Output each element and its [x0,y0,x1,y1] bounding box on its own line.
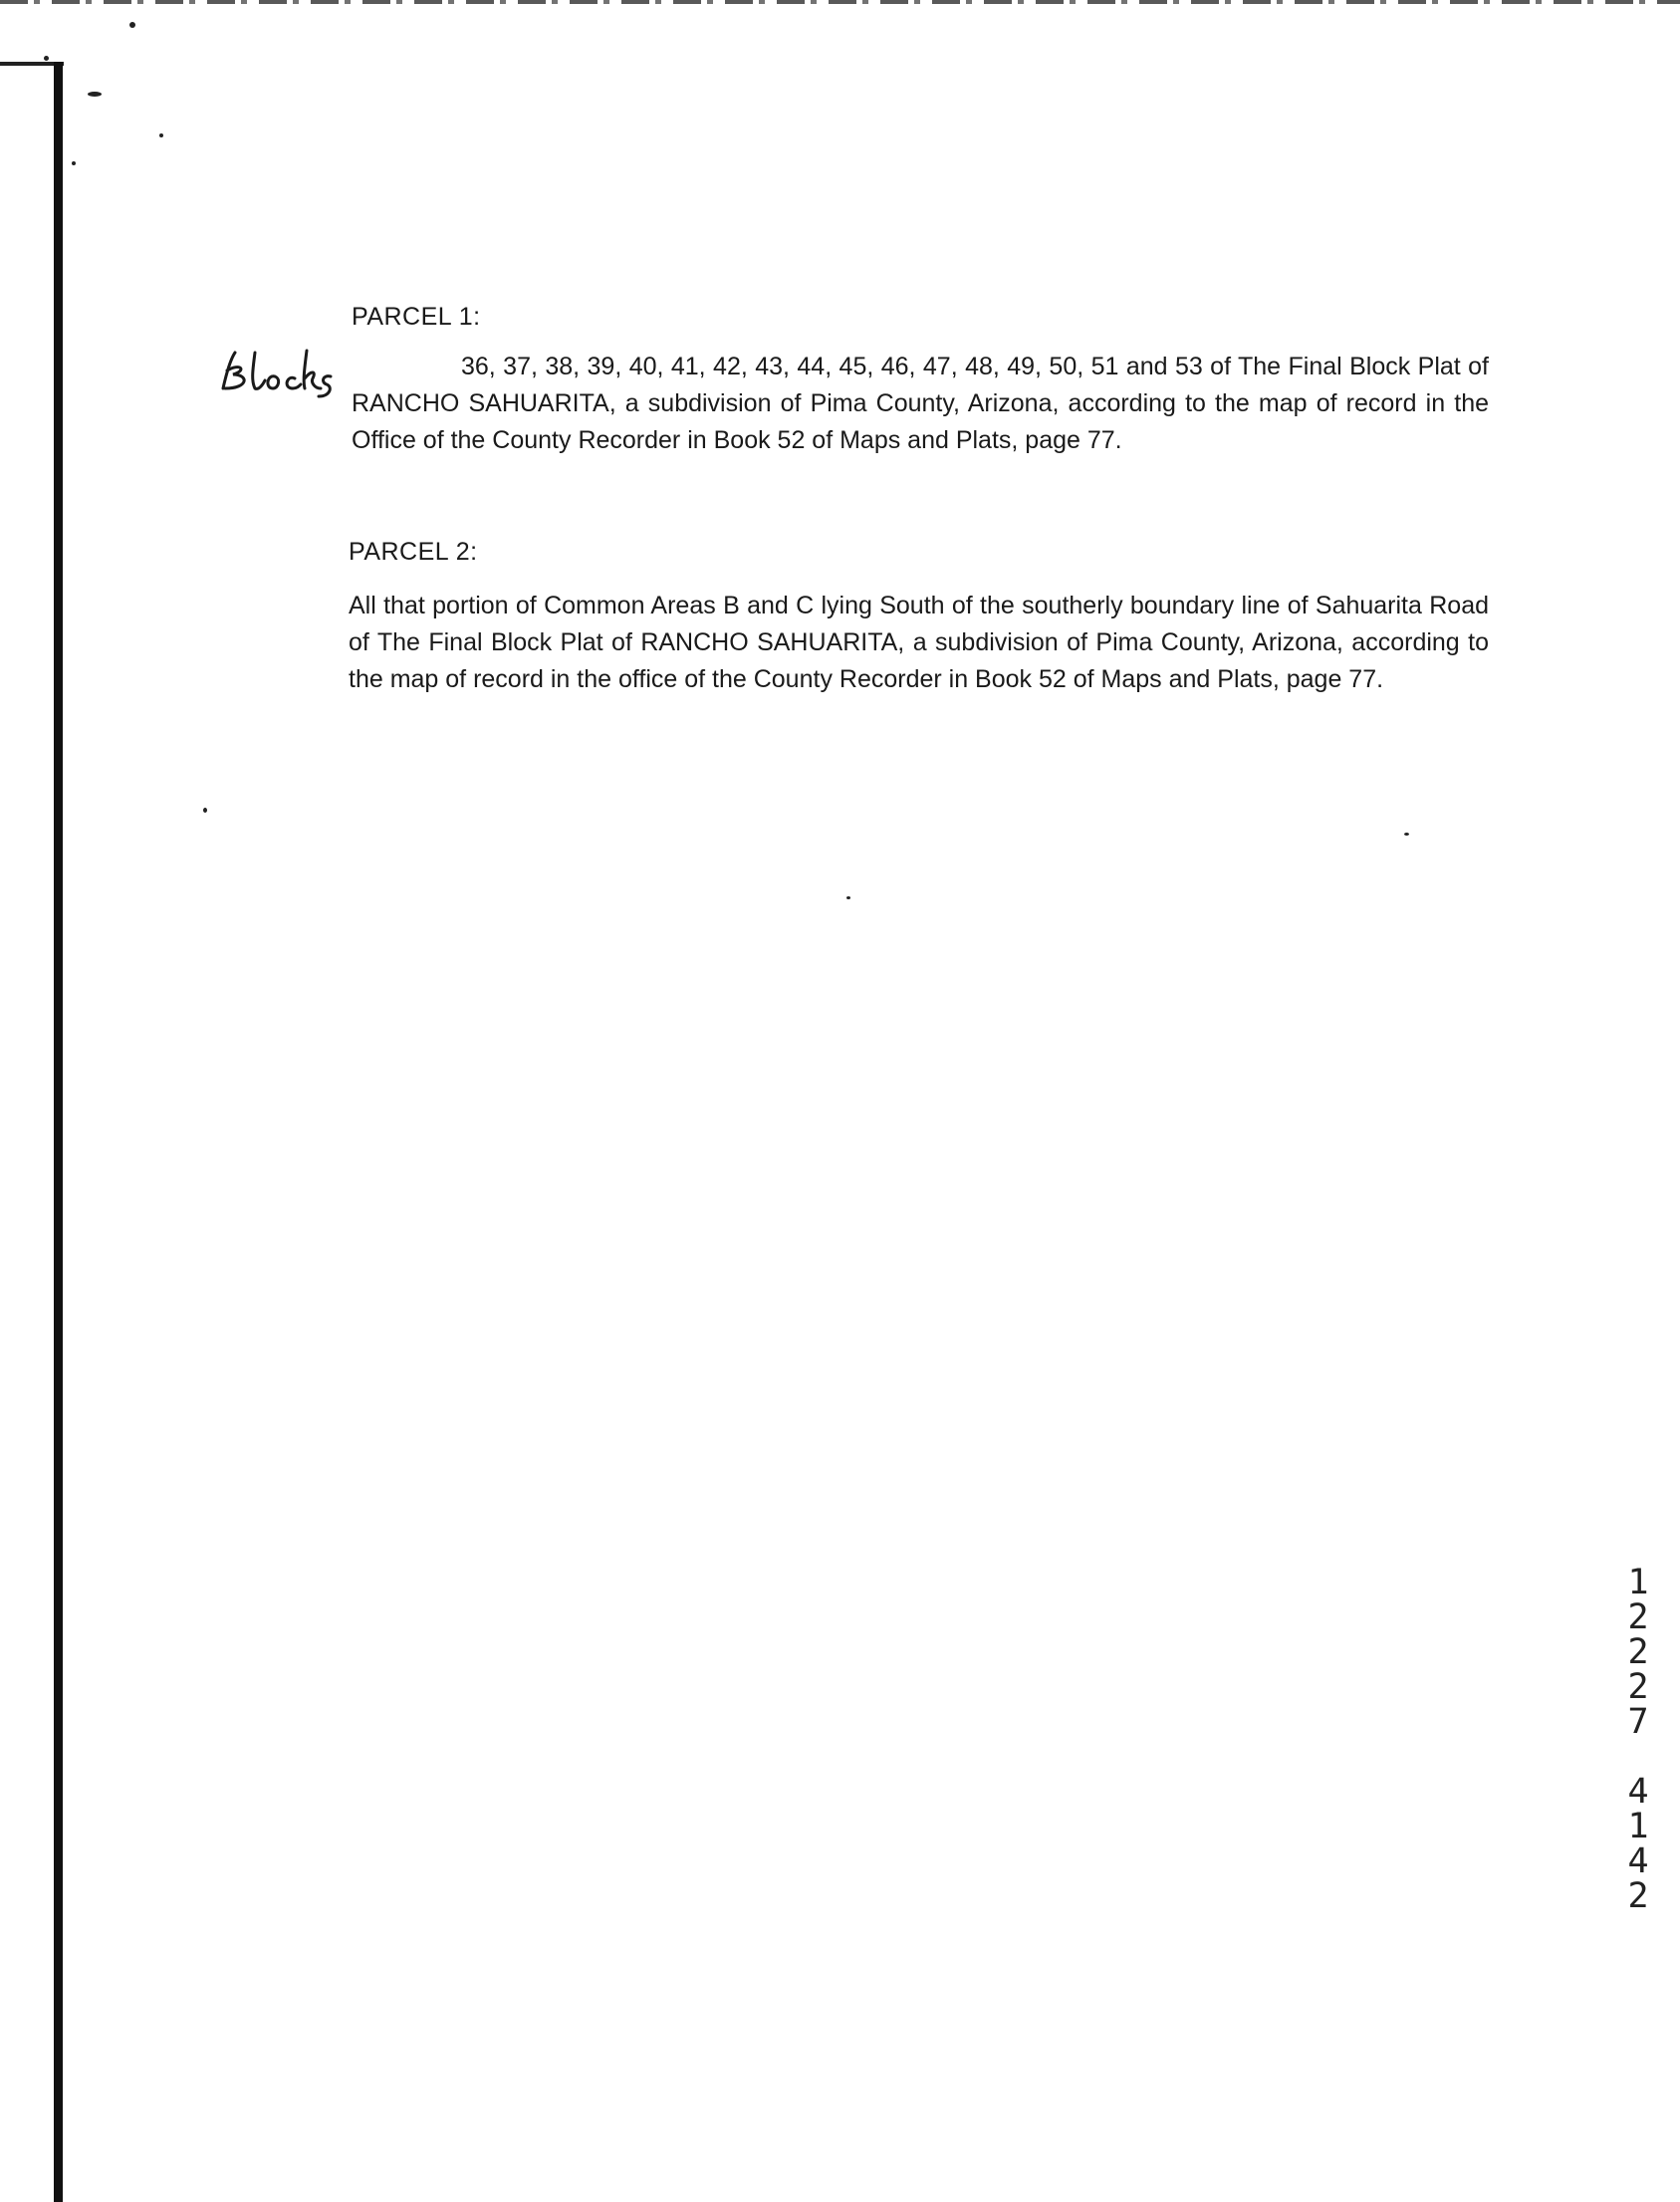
parcel-2-heading: PARCEL 2: [349,538,478,566]
stamp-digit: 2 [1627,1876,1649,1916]
stamp-gap [1618,1740,1658,1775]
scan-speck [159,133,163,137]
handwritten-margin-note [213,341,333,400]
stamp-digit: 1 [1627,1807,1649,1846]
parcel-1-heading: PARCEL 1: [352,303,481,331]
scan-speck [44,56,49,61]
parcel-1-description: 36, 37, 38, 39, 40, 41, 42, 43, 44, 45, 46, 47, 48, 49, 50, 51 and 53 of The Final Block Plat of RANCHO SAHUARITA, a subdivision of Pima County, Arizona, according to the map of record in the Office of the County Recorder in Book 52 of Maps and Plats, page 77. [352,353,1489,454]
stamp-digit: 2 [1627,1667,1649,1707]
stamp-digit: 2 [1627,1597,1649,1637]
scan-speck [88,92,102,97]
scan-edge-top [0,0,1680,4]
scan-speck [72,161,76,165]
scan-speck [129,22,135,28]
recording-number-stamp [1618,1563,1658,1916]
stamp-digit: 7 [1627,1702,1649,1742]
scan-speck [846,896,850,899]
scan-edge-left [54,62,63,2202]
stamp-digit: 4 [1627,1772,1649,1812]
scan-speck [1404,833,1409,836]
scan-speck [203,808,207,813]
margin-note-text: Blocks [213,341,216,342]
stamp-digit: 2 [1627,1632,1649,1672]
parcel-2-description: All that portion of Common Areas B and C lying South of the southerly boundary line of Sahuarita Road of The Final Block Plat of RANCHO SAHUARITA, a subdivision of Pima County, Arizona, according to the map of record in the office of the County Recorder in Book 52 of Maps and Plats, page 77. [349,592,1489,693]
stamp-digit: 1 [1627,1563,1649,1602]
stamp-digit: 4 [1627,1841,1649,1881]
